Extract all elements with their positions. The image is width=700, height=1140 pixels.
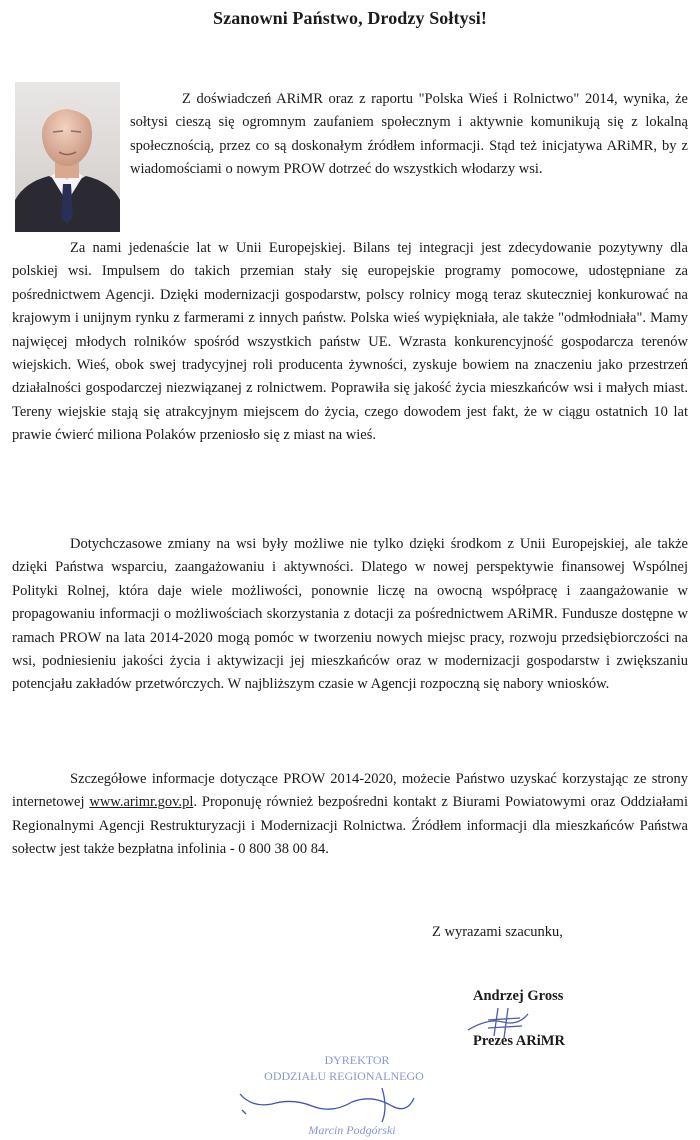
paragraph-intro: Z doświadczeń ARiMR oraz z raportu "Polska Wieś i Rolnictwo" 2014, wynika, że sołtysi cieszą się ogromnym zaufaniem społecznym i aktywnie komunikują się z lokalną społecznością, przez co są doskonałym źródłem informacji. Stąd też inicjatywa ARiMR, by z wiadomościami o nowym PROW dotrzeć do wszystkich włodarzy wsi. <box>130 91 688 178</box>
stamp-line-2: ODDZIAŁU REGIONALNEGO <box>264 1069 424 1083</box>
stamp-signer: Marcin Podgórski <box>308 1123 396 1137</box>
signatory-title: Prezes ARiMR <box>473 1033 565 1049</box>
portrait-photo <box>15 82 120 232</box>
regional-director-stamp <box>232 1048 462 1140</box>
closing-phrase: Z wyrazami szacunku, <box>432 924 563 940</box>
signatory-name: Andrzej Gross <box>473 988 564 1004</box>
paragraph-cooperation: Dotychczasowe zmiany na wsi były możliwe nie tylko dzięki środkom z Unii Europejskiej, ale także dzięki Państwa wsparciu, zaangażowaniu i aktywności. Dlatego w nowej perspektywie finansowej Wspólnej Polityki Rolnej, która daje wiele możliwości, ponownie liczę na owocną współpracę i zaangażowanie w propagowaniu informacji o możliwościach skorzystania z dotacji za pośrednictwem ARiMR. Fundusze dostępne w ramach PROW na lata 2014-2020 mogą pomóc w tworzeniu nowych miejsc pracy, rozwoju przedsiębiorczości na wsi, podniesieniu jakości życia i aktywizacji jej mieszkańców oraz w modernizacji gospodarstw i zwiększaniu potencjału zakładów przetwórczych. W najbliższym czasie w Agencji rozpoczną się nabory wniosków. <box>12 536 688 693</box>
paragraph-contact-info <box>12 768 688 862</box>
contact-text-after-link: . Proponuję również bezpośredni kontakt z Biurami Powiatowymi oraz Oddziałami Regionalnymi Agencji Restrukturyzacji i Modernizacji Rolnictwa. Źródłem informacji dla mieszkańców Państwa sołectw jest także bezpłatna infolinia - 0 800 38 00 84. <box>12 794 688 858</box>
arimr-website-link[interactable]: www.arimr.gov.pl <box>89 794 194 811</box>
letter-greeting: Szanowni Państwo, Drodzy Sołtysi! <box>213 8 487 28</box>
stamp-line-1: DYREKTOR <box>324 1053 390 1067</box>
contact-text-before-link: Szczegółowe informacje dotyczące PROW 2014-2020, możecie Państwo uzyskać korzystając ze strony internetowej <box>12 771 688 811</box>
paragraph-eu-membership: Za nami jedenaście lat w Unii Europejskiej. Bilans tej integracji jest zdecydowanie pozytywny dla polskiej wsi. Impulsem do takich przemian stały się europejskie programy pomocowe, udostępniane za pośrednictwem Agencji. Dzięki modernizacji gospodarstw, polscy rolnicy mogą teraz skuteczniej konkurować na krajowym i unijnym rynku z farmerami z innych państw. Polska wieś wypiękniała, ale także "odmłodniała". Mamy najwięcej młodych rolników spośród wszystkich państw UE. Wzrasta konkurencyjność gospodarcza terenów wiejskich. Wieś, obok swej tradycyjnej roli producenta żywności, zyskuje bowiem na znaczeniu jako przestrzeń działalności gospodarczej niezwiązanej z rolnictwem. Poprawiła się jakość życia mieszkańców wsi i małych miast. Tereny wiejskie stają się atrakcyjnym miejscem do życia, czego dowodem jest fakt, że w ciągu ostatnich 10 lat prawie ćwierć miliona Polaków przeniosło się z miast na wieś. <box>12 240 688 444</box>
